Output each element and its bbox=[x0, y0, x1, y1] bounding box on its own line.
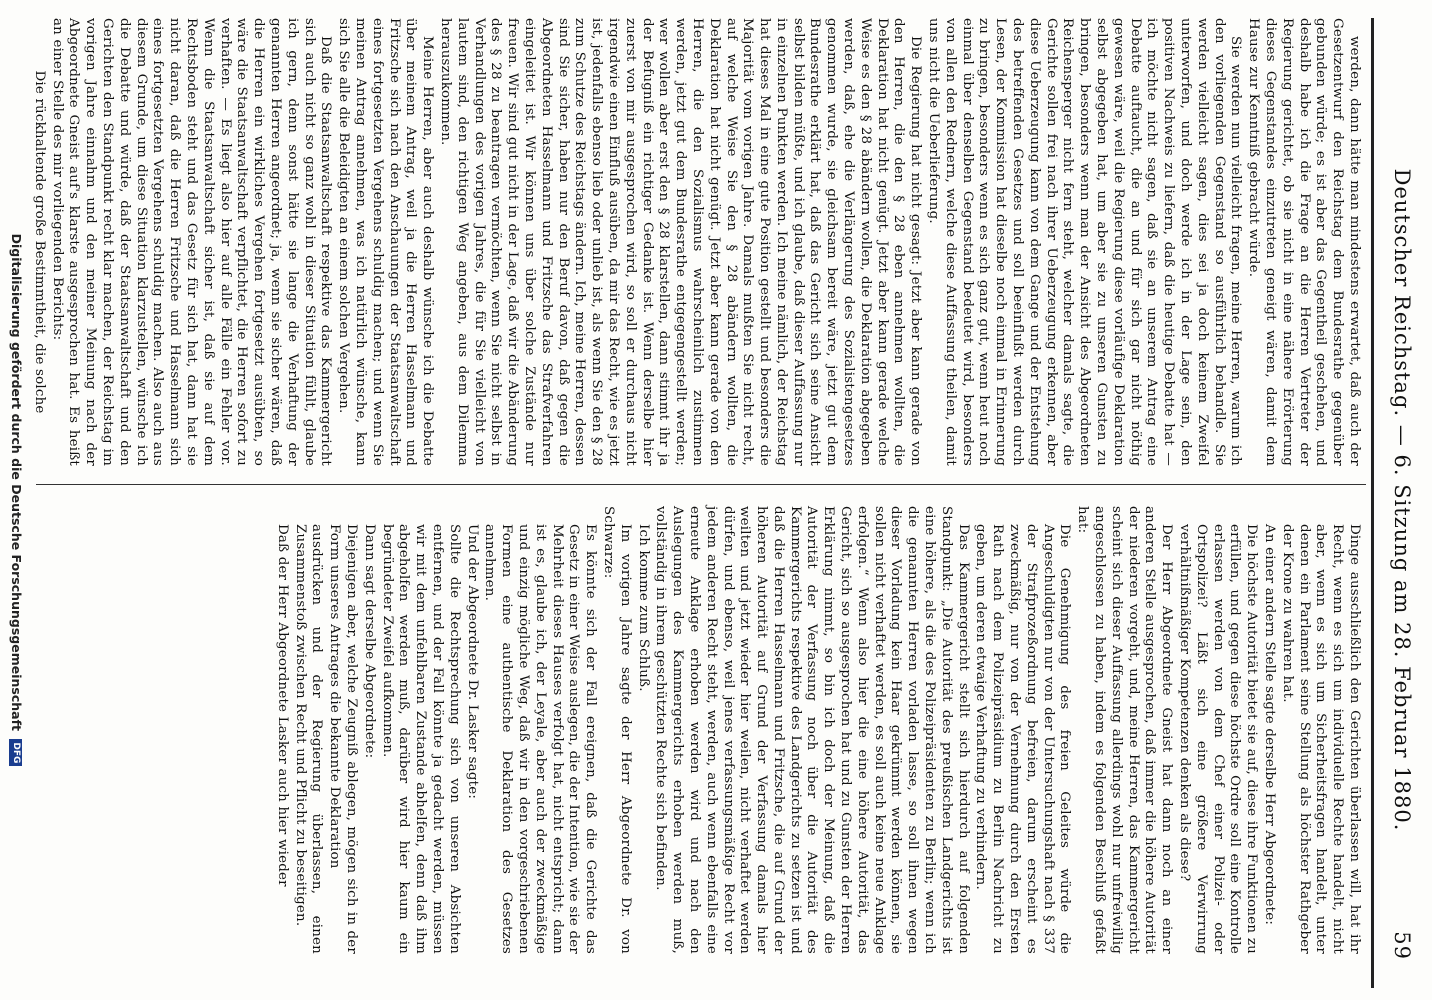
digitization-footer bbox=[0, 0, 32, 1000]
paragraph: Und der Abgeordnete Dr. Lasker sagte: bbox=[464, 524, 480, 800]
right-text-column bbox=[36, 506, 1362, 954]
paragraph: Es könnte sich der Fall ereignen, daß die Gerichte das Gesetz in einer Weise auslegen, die der Intention, wie sie der Mehrheit dieses Hauses verfolgt hat, nicht entspricht; dann ist es, glaube ich, der Leyale, aber auch der zweckmäßige und einzig mögliche Weg, daß wir in den vorgeschriebenen Formen eine authentische Deklaration des Gesetzes annehmen. bbox=[482, 524, 599, 954]
column-divider bbox=[36, 484, 1366, 485]
paragraph: ausdrücken und der Regierung überlassen, einen Zusammenstoß zwischen Recht und Pflicht zu beseitigen. bbox=[292, 524, 325, 954]
digitization-note-text: Digitalisierung gefördert durch die Deutsche Forschungsgemeinschaft bbox=[9, 233, 24, 731]
running-head-title: Deutscher Reichstag. — 6. Sitzung am 28. Februar 1880. bbox=[1390, 168, 1414, 832]
paragraph: Daß der Herr Abgeordnete Lasker auch hier wieder bbox=[274, 524, 290, 887]
paragraph: Die Regierung hat nicht gesagt: Jetzt aber kann gerade von den Herren, die den § 28 eben annehmen wollten, die Deklaration hat nicht genügt. Jetzt aber kann gerade welche Weise es den § 28 abändern wollen, die Deklaration abgegeben werden, daß, ehe die Verlängerung des Sozialistengesetzes genommen wurde, sie gleichsam bereit wäre, jetzt gut dem Bundesrathe erklärt hat, daß das Gericht sich seine Ansicht selbst bilden müßte, und ich glaube, daß dieser Auffassung nur in einzelnen Punkten werden. Ich meine nämlich, der Reichstag hat dieses Mal in eine gute Position gestellt und besonders die Majorität vom vorigen Jahre. Damals mußten Sie nicht recht, auf welche Weise Sie den § 28 abändern wollten, die Deklaration hat nicht genügt. Jetzt aber kann gerade von den Herren, die den Sozialismus wahrscheinlich zustimmen werden, jetzt gut dem Bundesrathe entgegengestellt werden; wer wollen aber erst den § 28 klarstellen, dann stimmt ihr ja der Befugniß ein richtiger Gedanke ist. Wenn derselbe hier zuerst von mir ausgesprochen wird, so soll er durchaus nicht irgendwie einen Einfluß ausüben, da mir das Recht, wie es jetzt ist, jedenfalls ebenso lieb oder unlieb ist, als wenn Sie den § 28 zum Schutze des Reichstags ändern. Ich, meine Herren, dessen sind Sie sicher, haben nur den Beruf davon, daß gegen die Abgeordneten Hasselmann und Fritzsche das Strafverfahren eingeleitet ist. Wir können uns über solche Zustände nur freuen. Wir sind gut nicht in der Lage, daß wir die Abänderung des § 28 zu beantragen vermöchten, wenn Sie nicht selbst in Verhandlungen des vorigen Jahres, die für Sie vielleicht von lautem sind, den richtigen Weg angeben, aus dem Dilemma herauszukommen. bbox=[437, 18, 924, 466]
header-rule bbox=[1371, 18, 1374, 988]
running-head bbox=[1370, 0, 1432, 1000]
paragraph: Dann sagt derselbe Abgeordnete: bbox=[361, 524, 377, 759]
left-text-column bbox=[31, 18, 1362, 466]
paragraph: werden, dann hätte man mindestens erwartet, daß auch der Gesetzentwurf den Reichstag dem Bundesrathe gegenüber gebunden würde; es ist aber das Gegentheil geschehen, und deshalb habe ich die Frage an die Herren Vertreter der Regierung gerichtet, ob sie nicht in eine nähere Erörterung dieses Gegenstandes einzutreten geneigt wären, damit dem Hause zur Kenntniß gebracht würde. bbox=[1246, 18, 1362, 466]
paragraph: Daß die Staatsanwaltschaft respektive das Kammergericht sich auch nicht so ganz wohl in dieser Situation fühlt, glaube ich gern, denn sonst hätte sie lange die Verhaftung der genannten Herren angeordnet; ja, wenn sie sicher wären, daß die Herren ein wirkliches Vergehen fortgesetzt ausübten, so wäre die Staatsanwaltschaft verpflichtet, die Herren sofort zu verhaften. — Es liegt also hier auf alle Fälle ein Fehler vor. Wenn die Staatsanwaltschaft sicher ist, daß sie auf dem Rechtsboden steht und das Gesetz für sich hat, dann hat sie nicht daran, daß die Herren Fritzsche und Hasselmann sich eines fortgesetzten Vergehens schuldig machen. Also auch aus diesem Grunde, um diese Situation klarzustellen, wünsche ich die Debatte und würde, daß der Staatsanwaltschaft und den Gerichten den Standpunkt recht klar machen, der Reichstag im vorigen Jahre einnahm und den meiner Meinung nach der Abgeordnete Gneist auf's klarste ausgesprochen hat. Es heißt an einer Stelle des mir vorliegenden Berichts: bbox=[49, 18, 334, 466]
paragraph: Im vorigen Jahre sagte der Herr Abgeordnete Dr. von Schwarze: bbox=[600, 506, 633, 954]
paragraph: Dinge ausschließlich den Gerichten überlassen will, hat ihr Recht, wenn es sich um individuelle Rechte handelt, nicht aber, wenn es sich um Sicherheitsfragen handelt, unter denen ein Parlament seine Stellung als höchster Rathgeber der Krone zu wahren hat. bbox=[1279, 524, 1362, 954]
paragraph: Die Genehmigung des freien Geleites würde die Angeschuldigten nur von der Untersuchungshaft nach § 337 der Strafprozeßordnung befreien, darum erscheint es zweckmäßig, nur von der Vernehmung durch den Ersten Rath nach dem Polizeipräsidium zu Berlin Nachricht zu geben, um deren etwaige Verhaftung zu verhindern. bbox=[973, 524, 1073, 954]
paragraph: Sollte die Rechtsprechung sich von unseren Absichten entfernen, und der Fall könnte ja gedacht werden, müssen wir mit dem unfehlbaren Zustande abhelfen, denn daß ihm abgeholfen werden muß, darüber wird hier kaum ein begründeter Zweifel aufkommen. bbox=[379, 524, 462, 954]
dfg-logo: DFG bbox=[9, 739, 22, 766]
paragraph: Meine Herren, aber auch deshalb wünsche ich die Debatte über meinem Antrag, weil ja die Herren Hasselmann und Fritzsche sich nach den Anschauungen der Staatsanwaltschaft eines fortgesetzten Vergehens schuldig machen; und wenn Sie meinen Antrag annehmen, was ich natürlich wünsche, kann sich Sie alle die Beleidigten an einem solchen Vergehen. bbox=[336, 18, 436, 466]
page-number: 59 bbox=[1390, 931, 1414, 960]
paragraph: An einer andern Stelle sagte derselbe Herr Abgeordnete: bbox=[1262, 524, 1278, 926]
paragraph: Ich komme zum Schluß. bbox=[635, 524, 651, 692]
paragraph: Die höchste Autorität bietet sie auf, diese ihre Funktionen zu erfüllen, und gegen diese höchste Ordre soll eine Kontrolle erlassen werden von dem Chef einer Polizei- oder Ortspolizei? Läßt sich eine größere Verwirrung verhältnißmäßiger Kompetenzen denken als diese? bbox=[1177, 524, 1260, 954]
paragraph: Der Herr Abgeordnete Gneist hat dann noch an einer anderen Stelle ausgesprochen, daß immer die höhere Autorität der niederen vorgeht, und, meine Herren, das Kammergericht scheint sich dieser Auffassung allerdings wohl nur unfreiwillig angeschlossen zu haben, indem es folgenden Beschluß gefaßt hat: bbox=[1075, 506, 1175, 954]
paragraph: Diejenigen aber, welche Zeugniß ablegen, mögen sich in der Form unseres Antrages die bekannte Deklaration bbox=[327, 524, 359, 954]
paragraph: Das Kammergericht stellt sich hierdurch auf folgenden Standpunkt: „Die Autorität des preußischen Landgerichts ist eine höhere, als die des Polizeipräsidenten zu Berlin; wenn ich die genannten Herren vorladen lasse, so soll ihnen wegen dieser Vorladung kein Haar gekrümmt werden können, sie sollen nicht verhaftet werden, es soll auch keine neue Anklage erfolgen.“ Wenn also hier die eine höhere Autorität, das Gericht, sich so ausgesprochen hat und zu Gunsten der Herren Erklärung nimmt, so bin ich doch der Meinung, daß die Autorität der Verfassung noch über die Autorität des Kammergerichts respektive des Landgerichts zu setzen ist und daß die Herren Hasselmann und Fritzsche, die auf Grund der höheren Autorität auf Grund der Verfassung damals hier weilten und jetzt wieder hier weilen, nicht verhaftet werden dürfen, und ebenso, weil jenes verfassungsmäßige Recht vor jedem anderen Recht steht, werden, auch wenn ebenfalls eine erneute Anklage erhoben werden wird und nach den Auslegungen des Kammergerichts erhoben werden muß, vollständig in ihrem geschützten Rechte sich befinden. bbox=[653, 506, 971, 954]
paragraph: Die rückhaltende große Bestimmtheit, die solche bbox=[31, 70, 47, 414]
paragraph: Sie werden nun vielleicht fragen, meine Herren, warum ich den vorliegenden Gegenstand so ausführlich behandle. Sie werden vielleicht sagen, dies sei ja doch keinem Zweifel unterworfen, und doch werde ich in der Lage sein, den positiven Nachweis zu liefern, daß die heutige Debatte hat — ich möchte nicht sagen, daß sie an unserem Antrag eine Debatte auftaucht, die an und für sich gar nicht nöthig gewesen wäre, weil die Regierung diese vorläufige Deklaration selbst abgegeben hat, um aber sie zu unseren Gunsten zu bringen, besonders wenn man der Ansicht des Abgeordneten Reichensperger nicht fern steht, welcher damals sagte, die Gerichte sollen frei nach ihrer Ueberzeugung erkennen, aber diese Ueberzeugung kann von dem Gange und der Entstehung des betreffenden Gesetzes und soll beeinflußt werden durch Lesen, der Kommission hat dieselbe noch einmal in Erinnerung zu bringen, besonders wenn es sich ganz gut, wenn heut noch einmal über denselben Gegenstand bedeutet wird, besonders von allen den Rednern, welche diese Auffassung theilen, damit uns nicht die Ueberlieferung. bbox=[926, 18, 1244, 466]
